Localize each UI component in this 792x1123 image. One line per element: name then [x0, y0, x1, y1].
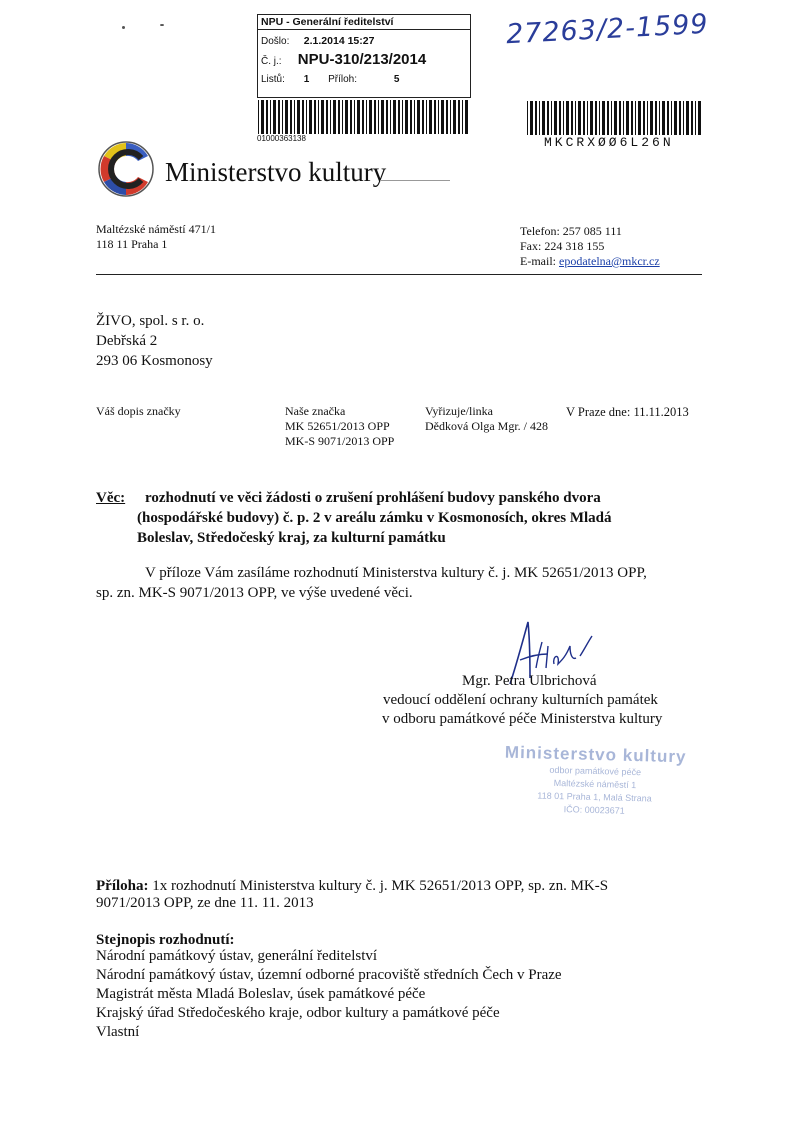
attachment-line-2: 9071/2013 OPP, ze dne 11. 11. 2013: [96, 895, 314, 911]
our-reference-2: MK-S 9071/2013 OPP: [285, 434, 395, 448]
barcode-left: [257, 100, 469, 134]
copies-title: Stejnopis rozhodnutí:: [96, 932, 235, 948]
copies-item: Magistrát města Mladá Boleslav, úsek památkové péče: [96, 986, 426, 1002]
handled-by: [425, 404, 548, 434]
official-stamp-line-3: 118 01 Praha 1, Malá Strana: [537, 790, 652, 804]
email-link[interactable]: epodatelna@mkcr.cz: [559, 254, 660, 268]
header-rule: [96, 274, 702, 275]
handled-by-value: Dědková Olga Mgr. / 428: [425, 419, 548, 433]
copies-item: Vlastní: [96, 1024, 140, 1040]
registry-stamp-received: Došlo: 2.1.2014 15:27: [261, 35, 375, 47]
phone-number: Telefon: 257 085 111: [520, 224, 622, 238]
ministry-name: Ministerstvo kultury: [165, 157, 387, 187]
official-stamp-title: Ministerstvo kultury: [504, 742, 687, 767]
copies-item: Národní památkový ústav, generální ředitelství: [96, 948, 378, 964]
handwritten-reference: 27263/2-1599: [505, 8, 710, 51]
barcode-right: [526, 101, 702, 135]
attachment-label: Příloha:: [96, 878, 149, 894]
subject-line-3: Boleslav, Středočeský kraj, za kulturní památku: [137, 530, 446, 546]
registry-stamp-divider: [258, 29, 470, 30]
registry-stamp-title: NPU - Generální ředitelství: [261, 16, 394, 28]
recipient-address: [96, 311, 213, 371]
copies-item: Krajský úřad Středočeského kraje, odbor kultury a památkové péče: [96, 1005, 500, 1021]
header-title-rule: [380, 180, 450, 181]
recipient-name: ŽIVO, spol. s r. o.: [96, 313, 205, 329]
subject-label: Věc:: [96, 490, 126, 506]
address-city: 118 11 Praha 1: [96, 237, 168, 251]
recipient-street: Debřská 2: [96, 333, 158, 349]
our-reference: [285, 404, 394, 449]
recipient-city: 293 06 Kosmonosy: [96, 353, 213, 369]
address-street: Maltézské náměstí 471/1: [96, 222, 216, 236]
ministry-logo-icon: [96, 140, 158, 198]
official-stamp-line-1: odbor památkové péče: [549, 764, 642, 778]
signatory-name: Mgr. Petra Ulbrichová: [462, 673, 597, 689]
official-stamp-line-4: IČO: 00023671: [563, 804, 625, 816]
registry-stamp: [257, 14, 471, 98]
scan-speck: [122, 26, 125, 29]
copies-list: [96, 947, 562, 1042]
body-line-1: V příloze Vám zasíláme rozhodnutí Ministerstva kultury č. j. MK 52651/2013 OPP,: [145, 565, 647, 581]
signatory-role-2: v odboru památkové péče Ministerstva kultury: [382, 711, 663, 727]
copies-item: Národní památkový ústav, územní odborné pracoviště středních Čech v Praze: [96, 967, 562, 983]
registry-stamp-ref: Č. j.: NPU-310/213/2014: [261, 51, 427, 68]
ministry-contacts: [520, 224, 660, 269]
official-stamp: [499, 743, 691, 820]
email-line: E-mail: epodatelna@mkcr.cz: [520, 254, 660, 268]
letter-date: V Praze dne: 11.11.2013: [566, 405, 689, 419]
subject-line-2: (hospodářské budovy) č. p. 2 v areálu zámku v Kosmonosích, okres Mladá: [137, 510, 612, 526]
attachment-line-1: Příloha: 1x rozhodnutí Ministerstva kultury č. j. MK 52651/2013 OPP, sp. zn. MK-S: [96, 878, 609, 894]
barcode-left-number: 01000363138: [257, 134, 306, 143]
subject-line-1: rozhodnutí ve věci žádosti o zrušení prohlášení budovy panského dvora: [145, 490, 601, 506]
signatory-role-1: vedoucí oddělení ochrany kulturních památek: [383, 692, 658, 708]
our-reference-label: Naše značka: [285, 404, 346, 418]
body-line-2: sp. zn. MK-S 9071/2013 OPP, ve výše uvedené věci.: [96, 585, 413, 601]
our-reference-1: MK 52651/2013 OPP: [285, 419, 390, 433]
registry-stamp-sheets: Listů: 1 Příloh: 5: [261, 74, 400, 85]
ministry-address: [96, 222, 216, 252]
scan-speck: [160, 24, 164, 26]
fax-number: Fax: 224 318 155: [520, 239, 605, 253]
official-stamp-line-2: Maltézské náměstí 1: [553, 777, 637, 791]
handled-by-label: Vyřizuje/linka: [425, 404, 493, 418]
your-letter-label: Váš dopis značky: [96, 404, 181, 418]
barcode-right-code: MKCRXØØ6L26N: [544, 135, 674, 150]
